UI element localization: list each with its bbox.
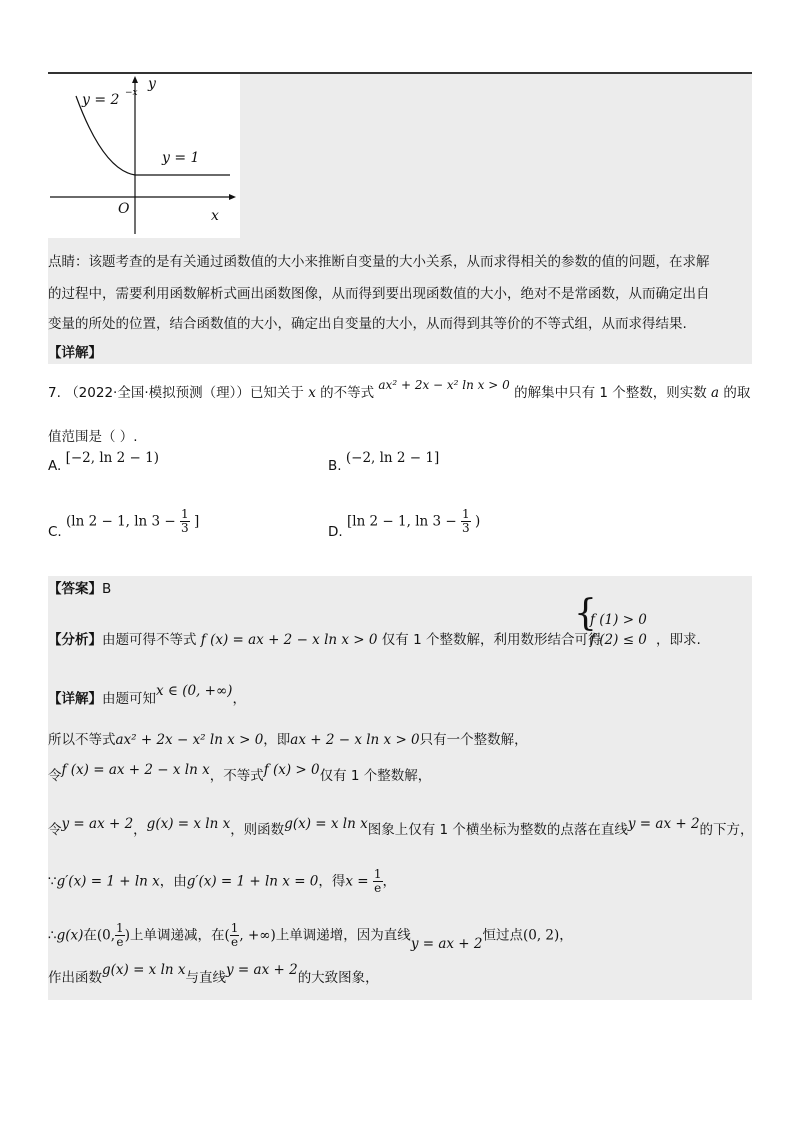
l5-text-3: ， [382, 873, 397, 890]
l3-text-1: ，不等式 [209, 768, 264, 784]
question-var-x: x [308, 385, 316, 401]
option-c[interactable] [48, 507, 200, 540]
system-brace: { [574, 593, 597, 634]
question-number: 7. [48, 385, 61, 401]
detail-line-7 [48, 962, 379, 988]
graph-panel [48, 74, 240, 238]
option-a[interactable] [48, 450, 159, 476]
question-mid: 的不等式 [320, 385, 375, 401]
l4-g: g(x) = x ln x [146, 816, 231, 832]
option-d-fraction [461, 508, 471, 535]
option-c-prefix: (ln 2 − 1, ln 3 − [66, 513, 176, 530]
option-c-suffix: ] [193, 513, 200, 530]
l7-text-1: 作出函数 [48, 970, 102, 986]
l6-int1-num: 1 [116, 921, 124, 935]
detail-line-4 [48, 816, 754, 840]
l5-text-2: ，得 [318, 873, 346, 890]
option-b-label: B. [328, 458, 342, 474]
l6-int2-fraction [230, 922, 240, 949]
l2-text-2: ，即 [263, 732, 291, 748]
l6-int1-fraction [115, 922, 125, 949]
l6-g: g(x) [56, 927, 84, 944]
line-label: y = 1 [162, 150, 200, 166]
option-c-fraction [180, 508, 190, 535]
function-graph [48, 74, 240, 238]
analysis-text-1: 由题可得不等式 [102, 632, 197, 648]
analysis-tail: ，即求. [656, 632, 701, 648]
option-d-denominator: 3 [462, 521, 470, 535]
l6-therefore: ∴ [48, 927, 57, 944]
option-c-denominator: 3 [181, 521, 189, 535]
xiangjie-heading-top: 【详解】 [48, 345, 102, 361]
l4-comma: ， [133, 822, 147, 838]
l4-y: y = ax + 2 [61, 816, 134, 832]
l5-fraction [373, 868, 383, 895]
l5-gp0: g′(x) = 1 + ln x = 0 [186, 873, 319, 890]
detail-line-1 [48, 683, 246, 709]
option-d-label: D. [328, 523, 343, 540]
l6-int2-suffix: , +∞) [239, 927, 276, 944]
l4-g2: g(x) = x ln x [284, 816, 368, 832]
answer-label: 【答案】 [48, 581, 102, 597]
detail-line-2 [48, 730, 528, 750]
l3-text-2: 仅有 1 个整数解， [319, 768, 432, 784]
l6-point: (0, 2) [522, 927, 560, 944]
x-axis-label: x [211, 208, 219, 224]
l6-int2-prefix: ( [224, 927, 230, 944]
question-inequality: ax² + 2x − x² ln x > 0 [378, 378, 510, 392]
analysis-line [48, 630, 601, 650]
analysis-text-2: 仅有 1 个整数解，利用数形结合可得 [381, 632, 602, 648]
option-c-label: C. [48, 523, 62, 540]
option-b[interactable] [328, 450, 440, 476]
l4-y2: y = ax + 2 [627, 816, 700, 832]
origin-label: O [118, 201, 130, 217]
l6-text-2: 上单调递增，因为直线 [275, 927, 411, 944]
option-d-prefix: [ln 2 − 1, ln 3 − [346, 513, 457, 530]
detail-line-3 [48, 762, 432, 786]
l6-int2-den: e [231, 935, 239, 949]
l7-y: y = ax + 2 [226, 962, 298, 978]
l6-text-1: 上单调递减，在 [129, 927, 225, 944]
dianjing-line-1: 点睛：该题考查的是有关通过函数值的大小来推断自变量的大小关系，从而求得相关的参数的值的问题，在求解 [48, 254, 710, 270]
l5-denominator: e [374, 881, 382, 895]
l3-ling: 令 [48, 768, 62, 784]
l5-gp: g′(x) = 1 + ln x [56, 873, 160, 890]
l6-int1-prefix: (0, [96, 927, 116, 944]
l3-fx: f (x) = ax + 2 − x ln x [61, 762, 210, 778]
detail-comma: ， [232, 691, 246, 707]
l2-text-3: 只有一个整数解， [419, 732, 528, 748]
l6-text-4: ， [559, 927, 573, 944]
option-d-suffix: ) [474, 513, 481, 530]
l6-text-0: 在 [83, 927, 97, 944]
curve-label-exponent: −x [125, 88, 138, 98]
l4-text-2: 图象上仅有 1 个横坐标为整数的点落在直线 [367, 822, 628, 838]
l6-int1-den: e [116, 935, 124, 949]
l5-numerator: 1 [373, 867, 382, 881]
option-d-numerator: 1 [462, 507, 470, 521]
l6-text-3: 恒过点 [482, 927, 523, 944]
detail-line-5 [48, 868, 396, 895]
detail-domain: x ∈ (0, +∞) [156, 683, 233, 699]
option-d[interactable] [328, 507, 481, 540]
question-source: （2022·全国·模拟预测（理））已知关于 [65, 385, 304, 401]
curve-label: y = 2 [82, 92, 120, 108]
analysis-fx: f (x) = ax + 2 − x ln x > 0 [200, 632, 378, 648]
answer-value: B [102, 581, 112, 597]
y-axis-arrow [132, 76, 138, 83]
question-tail: 的解集中只有 1 个整数，则实数 [514, 385, 707, 401]
analysis-label: 【分析】 [48, 632, 102, 648]
detail-label: 【详解】 [48, 691, 102, 707]
l4-text-1: ，则函数 [230, 822, 285, 838]
l5-x: x = [345, 873, 369, 890]
question-line-1 [48, 378, 751, 403]
system-eq-1: f (1) > 0 [590, 612, 647, 628]
l3-fx2: f (x) > 0 [263, 762, 320, 778]
option-a-label: A. [48, 458, 62, 474]
l7-text-3: 的大致图象， [297, 970, 379, 986]
l6-line: y = ax + 2 [410, 935, 483, 952]
l6-int1-suffix: ) [124, 927, 130, 944]
question-tail2: 的取 [723, 385, 751, 401]
l7-g: g(x) = x ln x [102, 962, 186, 978]
dianjing-line-3: 变量的所处的位置，结合函数值的大小，确定出自变量的大小，从而得到其等价的不等式组，从而求得结果. [48, 316, 687, 332]
l4-ling: 令 [48, 822, 62, 838]
analysis-system [574, 593, 647, 650]
l5-because: ∵ [48, 873, 57, 890]
l2-ineq-2: ax + 2 − x ln x > 0 [290, 732, 420, 748]
l6-int2-num: 1 [230, 921, 239, 935]
option-c-numerator: 1 [181, 507, 189, 521]
dianjing-line-2: 的过程中，需要利用函数解析式画出函数图像，从而得到要出现函数值的大小，绝对不是常函数，从而确定出自 [48, 286, 710, 302]
question-line-2: 值范围是（ ）. [48, 429, 138, 445]
l7-text-2: 与直线 [185, 970, 227, 986]
detail-text-1: 由题可知 [102, 691, 156, 707]
system-eq-2: f (2) ≤ 0 [590, 632, 647, 648]
l5-text-1: ，由 [159, 873, 187, 890]
l2-text-1: 所以不等式 [48, 732, 116, 748]
l4-text-3: 的下方， [699, 822, 754, 838]
question-var-a: a [711, 385, 720, 401]
y-axis-label: y [148, 76, 156, 92]
detail-line-6 [48, 921, 573, 952]
option-a-value: [−2, ln 2 − 1) [65, 450, 159, 466]
x-axis-arrow [229, 194, 236, 200]
option-b-value: (−2, ln 2 − 1] [345, 450, 440, 466]
answer-line [48, 579, 111, 599]
l2-ineq-1: ax² + 2x − x² ln x > 0 [115, 732, 264, 748]
